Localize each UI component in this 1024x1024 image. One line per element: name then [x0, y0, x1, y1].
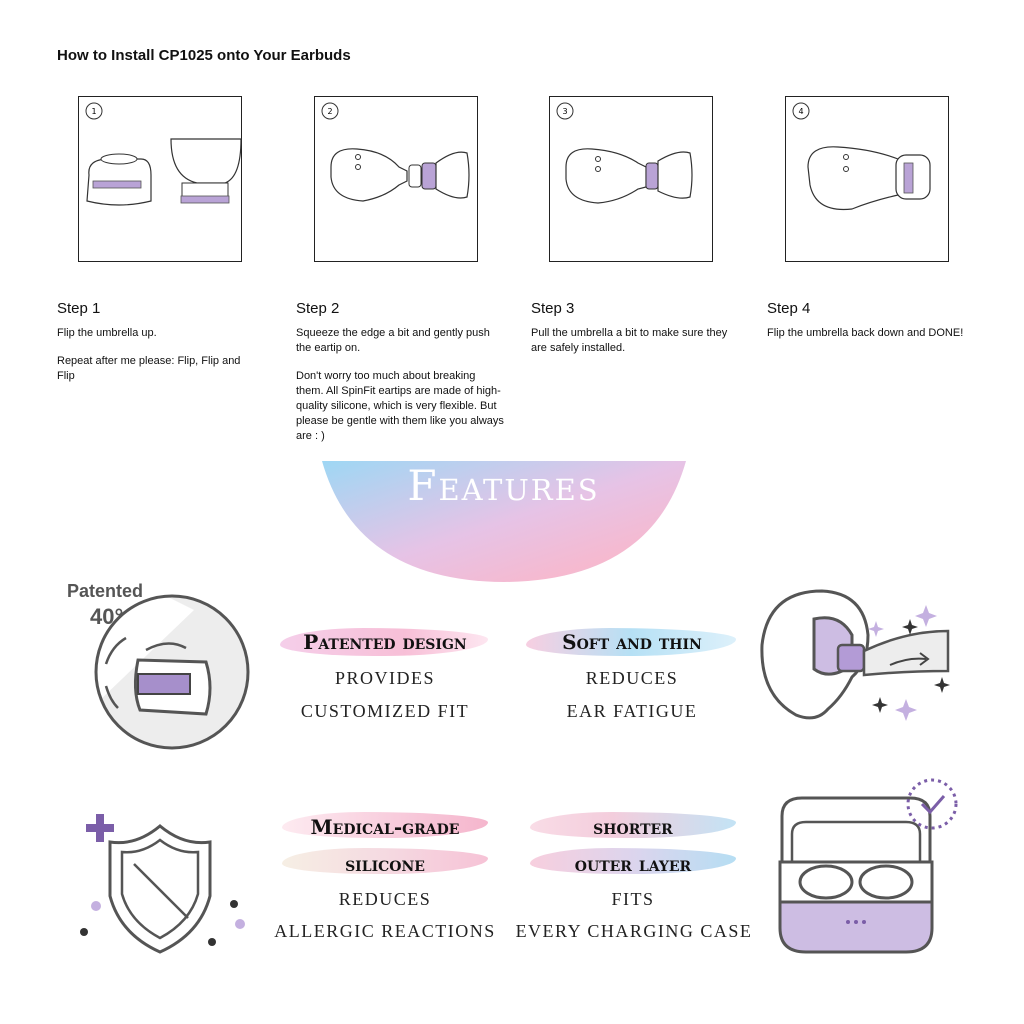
- step-4-number: 4: [798, 107, 804, 116]
- feature-patented-line1: PROVIDES: [334, 668, 435, 688]
- step-1-illustration: [78, 96, 242, 262]
- step-3-number: 3: [562, 107, 568, 116]
- step-2-paragraph: Don't worry too much about breaking them. All SpinFit eartips are made of high-quality silicone, which is very flexible. But please be gentle with them like you always are : ): [296, 370, 504, 442]
- feature-medical-title-line2: silicone: [345, 852, 425, 876]
- feature-soft-title: Soft and thin: [562, 630, 702, 654]
- feature-shorter-line2: EVERY CHARGING CASE: [515, 921, 753, 941]
- step-3-illustration: [549, 96, 713, 262]
- feature-patented-line2: CUSTOMIZED FIT: [300, 701, 470, 721]
- feature-soft-line2: EAR FATIGUE: [566, 701, 698, 721]
- page-title: How to Install CP1025 onto Your Earbuds: [57, 47, 351, 64]
- step-3-text: [531, 326, 731, 369]
- patented-angle-icon: [86, 590, 252, 752]
- feature-shorter-title-line2: outer layer: [574, 852, 692, 876]
- step-2-number: 2: [327, 107, 333, 116]
- feature-soft-line1: REDUCES: [585, 668, 679, 688]
- step-1-number: 1: [91, 107, 97, 116]
- ear-comfort-icon: [756, 585, 956, 730]
- step-4-text: [767, 326, 997, 354]
- step-3-paragraph: Pull the umbrella a bit to make sure they are safely installed.: [531, 327, 728, 354]
- step-2-paragraph: Squeeze the edge a bit and gently push the eartip on.: [296, 327, 490, 354]
- step-4-heading: Step 4: [767, 300, 811, 317]
- step-2-text: [296, 326, 504, 457]
- step-2-heading: Step 2: [296, 300, 340, 317]
- step-1-heading: Step 1: [57, 300, 101, 317]
- feature-shorter-title-line1: shorter: [593, 815, 673, 839]
- patent-angle: 40°: [90, 604, 124, 629]
- feature-patented-title: Patented design: [303, 630, 467, 654]
- step-1-paragraph: Flip the umbrella up.: [57, 327, 157, 339]
- shield-icon: [76, 806, 250, 956]
- step-1-paragraph: Repeat after me please: Flip, Flip and Flip: [57, 355, 241, 382]
- feature-medical-title-line1: Medical-grade: [310, 815, 460, 839]
- step-4-illustration: [785, 96, 949, 262]
- feature-medical-line2: ALLERGIC REACTIONS: [274, 921, 496, 941]
- charging-case-icon: [776, 778, 966, 958]
- step-3-heading: Step 3: [531, 300, 575, 317]
- step-2-illustration: [314, 96, 478, 262]
- step-4-paragraph: Flip the umbrella back down and DONE!: [767, 327, 964, 339]
- step-1-text: [57, 326, 257, 397]
- features-title: Features: [407, 461, 600, 510]
- feature-shorter-line1: FITS: [611, 889, 655, 909]
- patent-label: Patented: [67, 581, 144, 601]
- feature-medical-line1: REDUCES: [338, 889, 432, 909]
